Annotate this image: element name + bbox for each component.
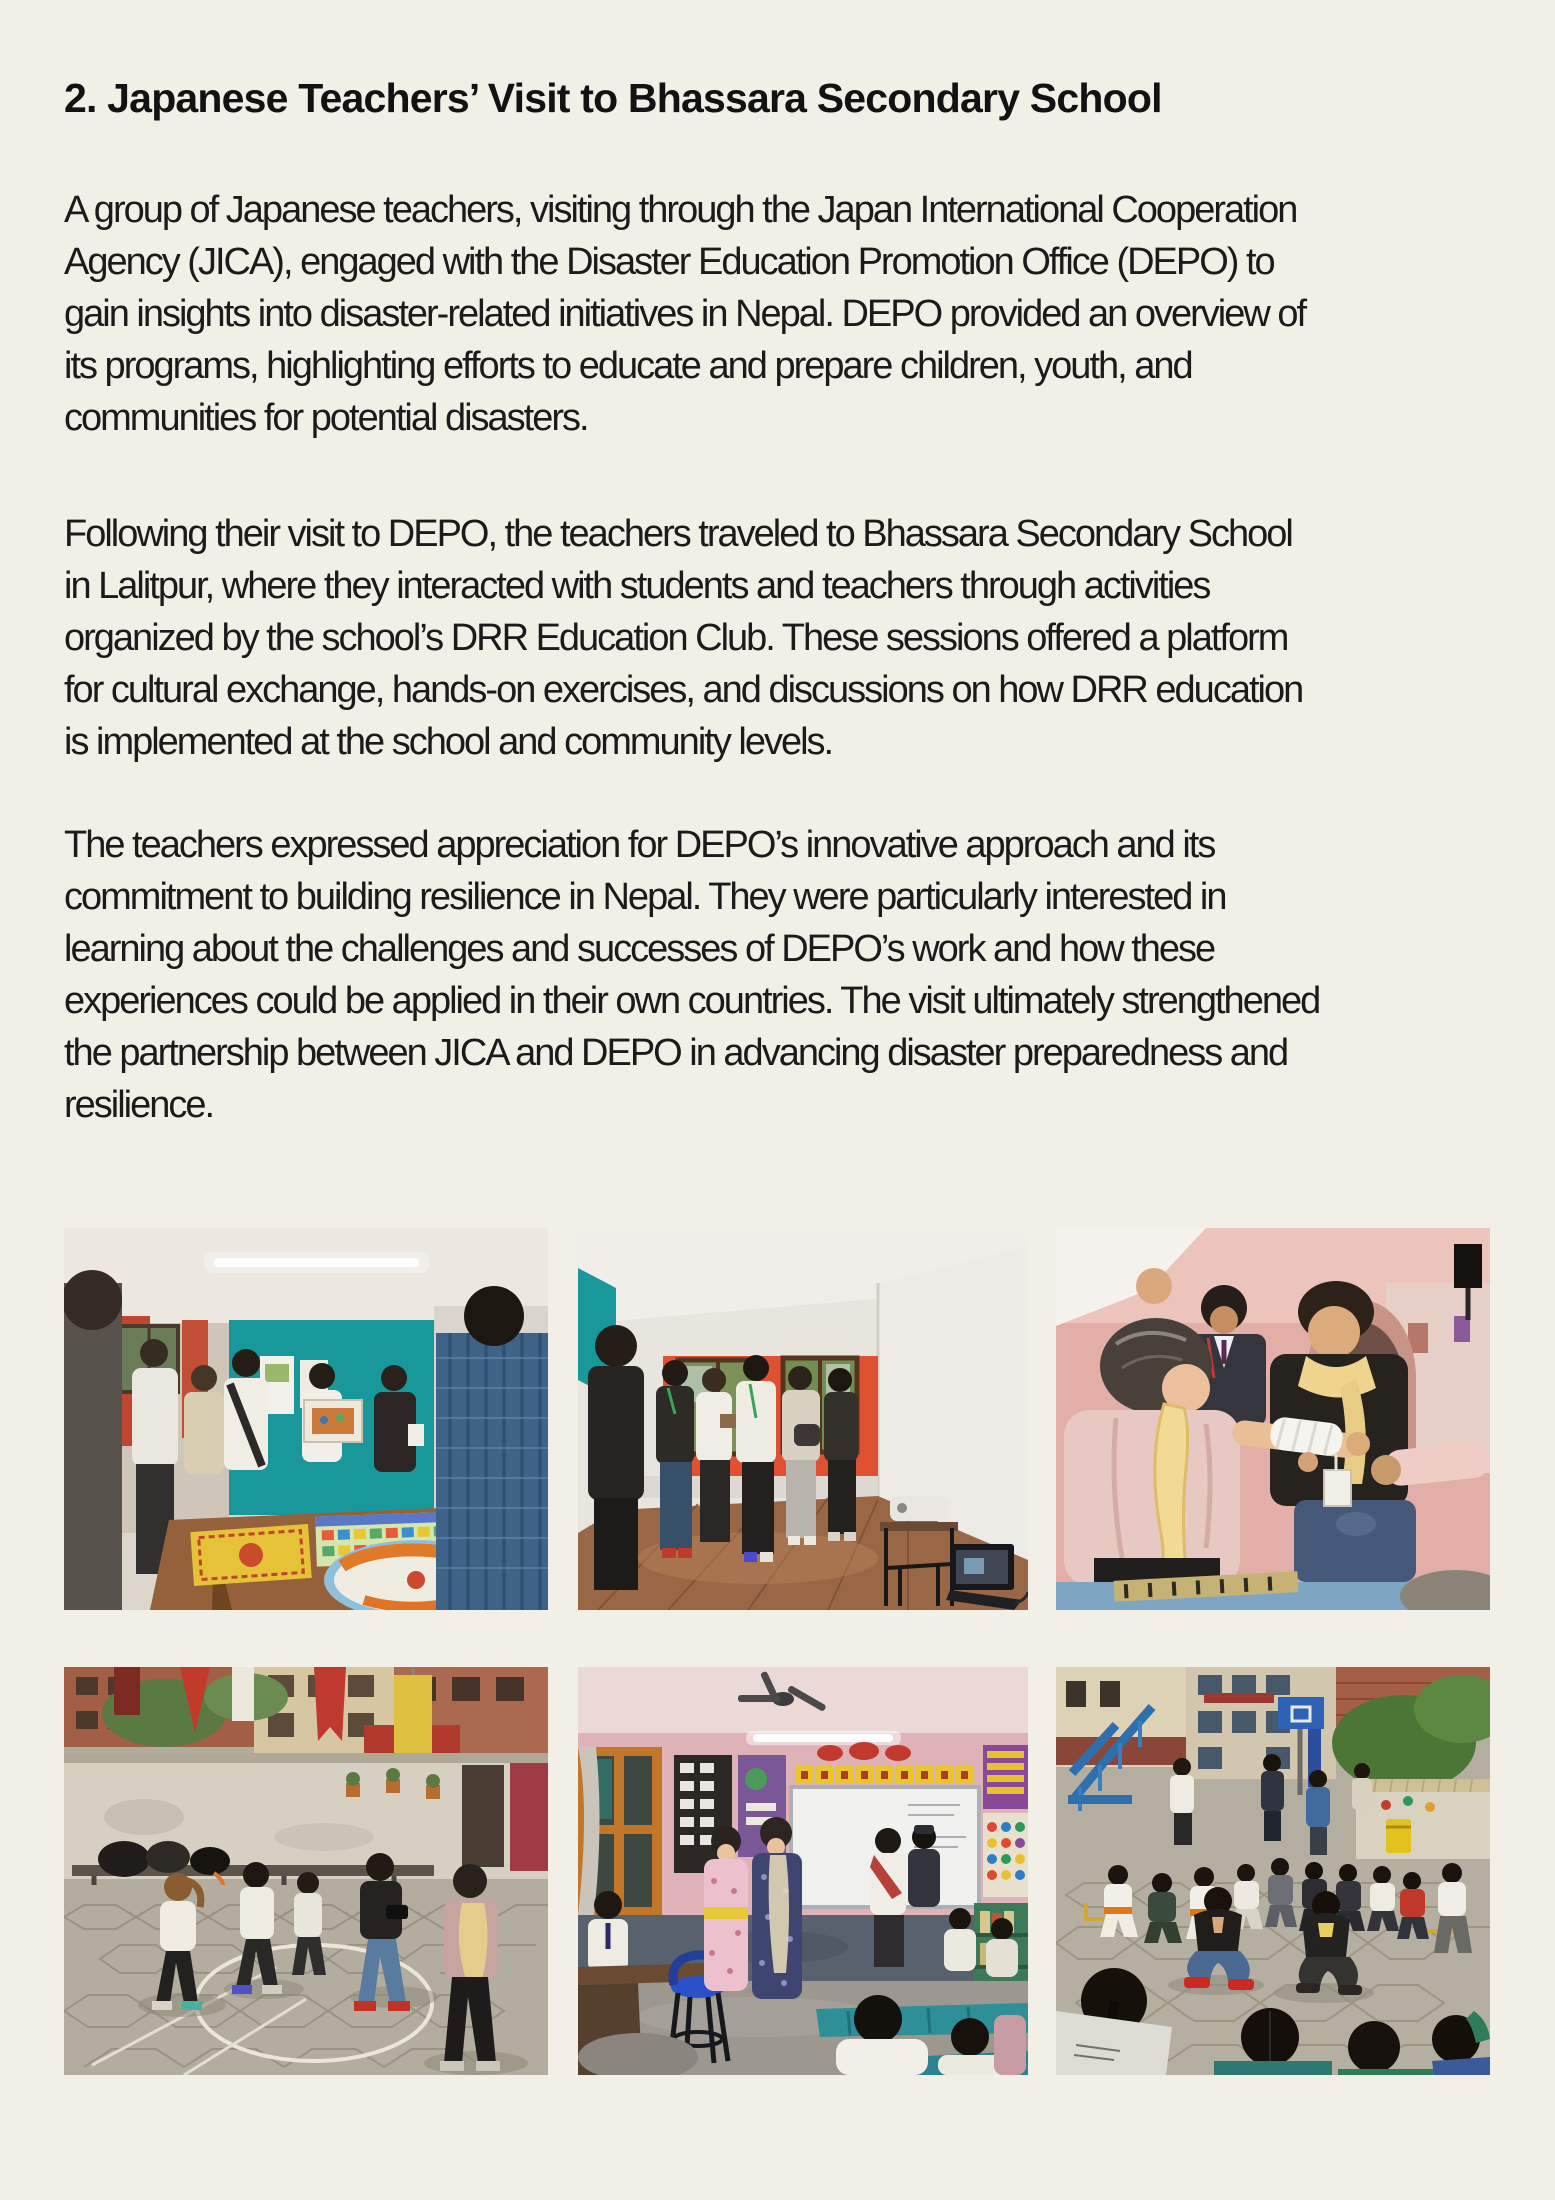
photo-first-aid-demo-image: [1056, 1228, 1490, 1610]
paragraph-line: The teachers expressed appreciation for DEPO’s innovative approach and its: [64, 824, 1215, 866]
paragraph-line: Agency (JICA), engaged with the Disaster Education Promotion Office (DEPO) to: [64, 241, 1274, 283]
paragraph-line: communities for potential disasters.: [64, 397, 588, 439]
paragraph-line: gain insights into disaster-related initiatives in Nepal. DEPO provided an overview of: [64, 293, 1306, 335]
paragraph-line: A group of Japanese teachers, visiting through the Japan International Cooperation: [64, 189, 1297, 231]
photo-classroom-kimono: [578, 1667, 1028, 2075]
photo-playground-drill-image: [64, 1667, 548, 2075]
photo-depo-office-table: [64, 1228, 548, 1610]
photo-projector-presentation-image: [578, 1228, 1028, 1610]
photo-courtyard-circle-image: [1056, 1667, 1490, 2075]
paragraph-line: learning about the challenges and successes of DEPO’s work and how these: [64, 928, 1215, 970]
paragraph-line: Following their visit to DEPO, the teachers traveled to Bhassara Secondary School: [64, 513, 1292, 555]
paragraph-line: resilience.: [64, 1084, 214, 1126]
paragraph-line: experiences could be applied in their own countries. The visit ultimately strengthened: [64, 980, 1320, 1022]
paragraph-line: in Lalitpur, where they interacted with students and teachers through activities: [64, 565, 1210, 607]
paragraph-1: [64, 184, 1305, 444]
photo-playground-drill: [64, 1667, 548, 2075]
paragraph-2: [64, 508, 1302, 768]
paragraph-line: organized by the school’s DRR Education Club. These sessions offered a platform: [64, 617, 1288, 659]
paragraph-line: commitment to building resilience in Nepal. They were particularly interested in: [64, 876, 1226, 918]
article-heading: 2. Japanese Teachers’ Visit to Bhassara Secondary School: [64, 75, 1162, 121]
paragraph-line: its programs, highlighting efforts to educate and prepare children, youth, and: [64, 345, 1192, 387]
paragraph-line: is implemented at the school and community levels.: [64, 721, 833, 763]
paragraph-line: the partnership between JICA and DEPO in advancing disaster preparedness and: [64, 1032, 1288, 1074]
photo-projector-presentation: [578, 1228, 1028, 1610]
photo-first-aid-demo: [1056, 1228, 1490, 1610]
paragraph-3: [64, 819, 1319, 1131]
photo-courtyard-circle: [1056, 1667, 1490, 2075]
paragraph-line: for cultural exchange, hands-on exercises, and discussions on how DRR education: [64, 669, 1303, 711]
photo-depo-office-image: [64, 1228, 548, 1610]
photo-classroom-kimono-image: [578, 1667, 1028, 2075]
